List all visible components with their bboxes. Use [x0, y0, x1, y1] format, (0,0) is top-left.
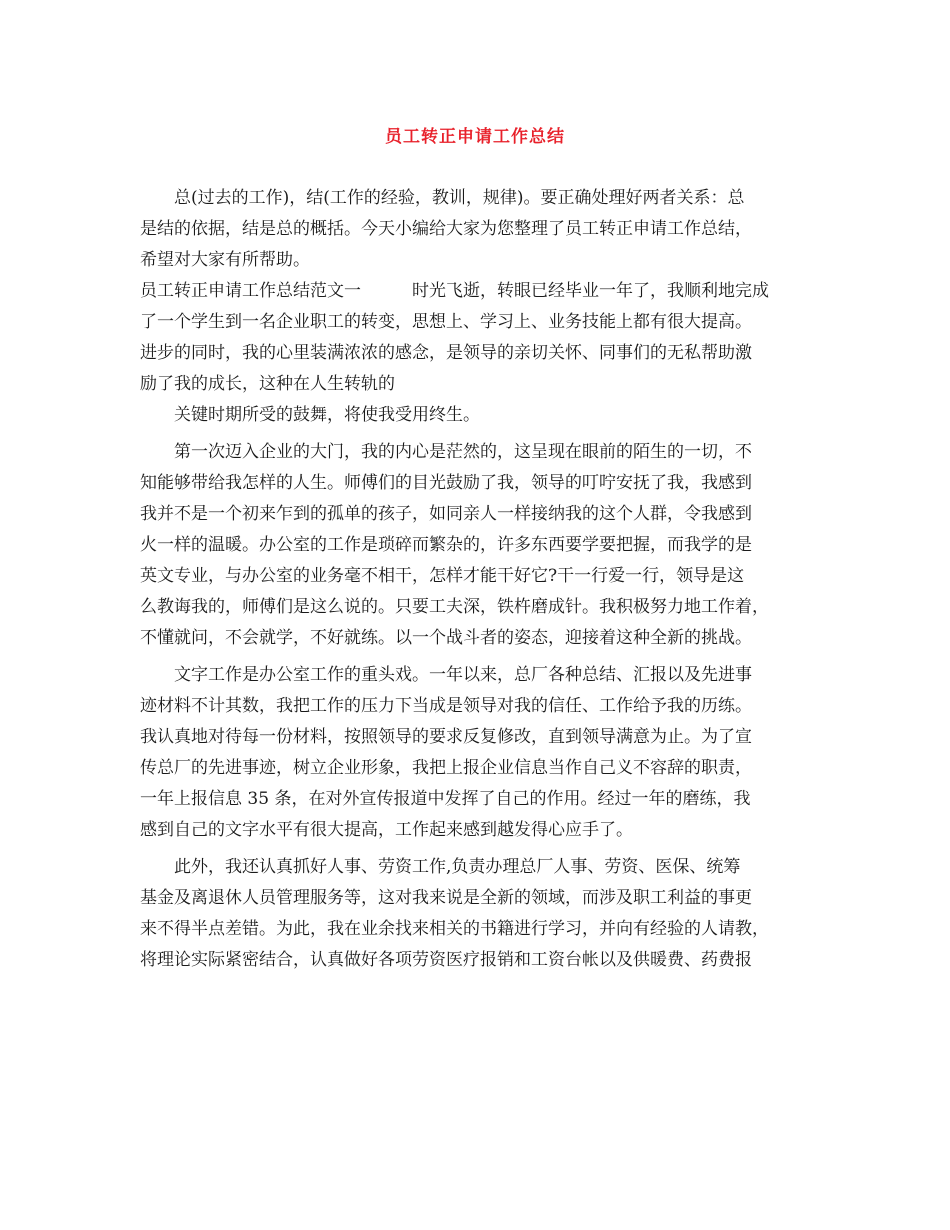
text-line: 第一次迈入企业的大门，我的内心是茫然的，这呈现在眼前的陌生的一切，不: [140, 442, 752, 462]
text-line: 迹材料不计其数，我把工作的压力下当成是领导对我的信任、工作给予我的历练。: [140, 696, 752, 716]
text-line: 一年上报信息 35 条，在对外宣传报道中发挥了自己的作用。经过一年的磨练，我: [140, 789, 751, 809]
text-line: 文字工作是办公室工作的重头戏。一年以来，总厂各种总结、汇报以及先进事: [140, 665, 752, 685]
text-line: 员工转正申请工作总结范文一 时光飞逝，转眼已经毕业一年了，我顺利地完成: [140, 281, 769, 301]
text-line: 总(过去的工作)，结(工作的经验，教训，规律)。要正确处理好两者关系：总: [140, 188, 745, 208]
text-line: 进步的同时，我的心里装满浓浓的感念，是领导的亲切关怀、同事们的无私帮助激: [140, 343, 752, 363]
text-line: 么教诲我的，师傅们是这么说的。只要工夫深，铁杵磨成针。我积极努力地工作着，: [140, 597, 769, 617]
document-title: 员工转正申请工作总结: [385, 127, 565, 147]
text-line: 希望对大家有所帮助。: [140, 250, 310, 270]
text-line: 我认真地对待每一份材料，按照领导的要求反复修改，直到领导满意为止。为了宣: [140, 727, 752, 747]
text-line: 了一个学生到一名企业职工的转变，思想上、学习上、业务技能上都有很大提高。: [140, 312, 752, 332]
text-line: 来不得半点差错。为此，我在业余找来相关的书籍进行学习，并向有经验的人请教，: [140, 919, 769, 939]
text-line: 关键时期所受的鼓舞，将使我受用终生。: [140, 405, 480, 425]
document-body: [140, 183, 820, 976]
text-line: 英文专业，与办公室的业务毫不相干，怎样才能干好它?干一行爱一行，领导是这: [140, 566, 745, 586]
text-line: 是结的依据，结是总的概括。今天小编给大家为您整理了员工转正申请工作总结，: [140, 219, 752, 239]
text-line: 基金及离退休人员管理服务等，这对我来说是全新的领域，而涉及职工利益的事更: [140, 888, 752, 908]
text-line: 传总厂的先进事迹，树立企业形象，我把上报企业信息当作自己义不容辞的职责，: [140, 758, 752, 778]
text-line: 感到自己的文字水平有很大提高，工作起来感到越发得心应手了。: [140, 820, 633, 840]
text-line: 不懂就问，不会就学，不好就练。以一个战斗者的姿态，迎接着这种全新的挑战。: [140, 628, 752, 648]
text-line: 我并不是一个初来乍到的孤单的孩子，如同亲人一样接纳我的这个人群，令我感到: [140, 504, 752, 524]
text-line: 火一样的温暖。办公室的工作是琐碎而繁杂的，许多东西要学要把握，而我学的是: [140, 535, 752, 555]
text-line: 将理论实际紧密结合，认真做好各项劳资医疗报销和工资台帐以及供暖费、药费报: [140, 950, 752, 970]
text-line: 知能够带给我怎样的人生。师傅们的目光鼓励了我，领导的叮咛安抚了我，我感到: [140, 473, 752, 493]
text-line: 励了我的成长，这种在人生转轨的: [140, 374, 395, 394]
text-line: 此外，我还认真抓好人事、劳资工作,负责办理总厂人事、劳资、医保、统筹: [140, 857, 741, 877]
